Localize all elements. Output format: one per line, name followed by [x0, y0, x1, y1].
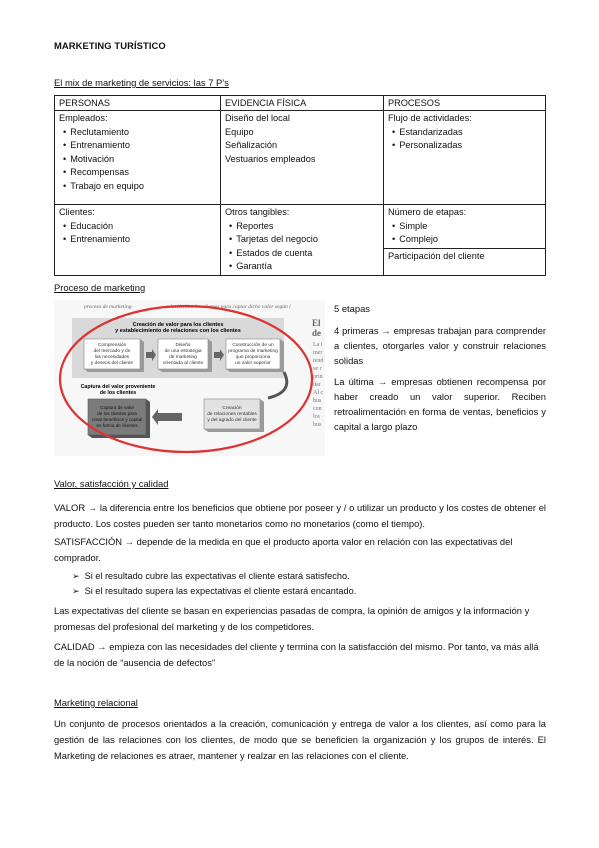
- box-3-line: Construcción de un: [232, 343, 274, 348]
- box-4-line: Captura de valor: [100, 405, 134, 410]
- page-title: MARKETING TURÍSTICO: [54, 40, 166, 51]
- box-3-shadow-bottom: [226, 369, 284, 372]
- header-evidencia: EVIDENCIA FÍSICA: [221, 96, 384, 111]
- cell-otros-tangibles: [221, 205, 384, 276]
- valor-heading: Valor, satisfacción y calidad: [54, 478, 169, 489]
- list-item: [72, 584, 542, 599]
- header-personas: PERSONAS: [55, 96, 221, 111]
- side-letter: mer: [313, 350, 323, 356]
- side-letter: tend: [313, 358, 324, 364]
- list-item: • Educación: [59, 220, 216, 234]
- box-4-shadow: [146, 399, 150, 438]
- box-3-shadow: [280, 339, 284, 372]
- etapas-text: 5 etapas: [334, 303, 370, 314]
- side-letter: Al c: [313, 390, 324, 396]
- flujo-label: Flujo de actividades:: [388, 113, 472, 123]
- cell-etapas: [384, 205, 546, 249]
- side-letter: los: [313, 414, 321, 420]
- box-2-line: de una estrategia: [164, 349, 202, 354]
- side-letter: El: [312, 318, 321, 328]
- side-letter: La i: [313, 342, 323, 348]
- list-item: • Estados de cuenta: [225, 247, 379, 261]
- arrow-bullet-icon: ➢: [72, 571, 80, 581]
- list-item: • Entrenamiento: [59, 233, 216, 247]
- cell-empleados: [55, 111, 221, 205]
- list-item: • Garantía: [225, 260, 379, 274]
- box-4-line: de los clientes para: [97, 411, 137, 416]
- table-header-row: [55, 96, 546, 111]
- clientes-label: Clientes:: [59, 207, 95, 217]
- figure-caption-left: proceso de marketing.: [84, 304, 133, 310]
- box-1-line: del mercado y de: [93, 349, 131, 354]
- box-1-line: las necesidades: [94, 355, 130, 360]
- otros-label: Otros tangibles:: [225, 207, 290, 217]
- box-5-line: Creación: [222, 406, 242, 411]
- list-item: • Personalizadas: [388, 139, 541, 153]
- primeras-text: 4 primeras → empresas trabajan para comprender a clientes, otorgarles valor y construir relaciones solidas: [334, 325, 546, 366]
- back-arrow-icon: [152, 409, 182, 425]
- satisfaccion-list: [72, 569, 542, 599]
- list-item: • Reportes: [225, 220, 379, 234]
- box-4-shadow-bottom: [88, 435, 150, 438]
- list-item: • Simple: [388, 220, 541, 234]
- figure-side-text: [334, 301, 546, 434]
- empleados-label: Empleados:: [59, 113, 108, 123]
- process-diagram: [54, 300, 325, 456]
- cell-clientes: [55, 205, 221, 276]
- box-1-shadow-bottom: [84, 369, 144, 372]
- header-procesos: PROCESOS: [384, 96, 546, 111]
- box-4-line: en forma de clientes: [96, 423, 138, 428]
- bottom-title-1: Captura del valor proveniente: [80, 384, 156, 390]
- cell-flujo: [384, 111, 546, 205]
- table-row: [55, 111, 546, 205]
- box-3-line: un valor superior: [235, 361, 271, 366]
- proceso-heading: Proceso de marketing: [54, 282, 146, 293]
- side-letter: prin: [313, 374, 323, 380]
- side-letter: bus: [313, 422, 322, 428]
- box-3-line: programa de marketing: [228, 349, 278, 354]
- satisfaccion-paragraph: SATISFACCIÓN → depende de la medida en que el producto aporta valor en relación con las expectativas del comprador.: [54, 536, 513, 563]
- etapas-label: Número de etapas:: [388, 207, 467, 217]
- evid-line: Vestuarios empleados: [225, 153, 316, 164]
- box-5-shadow: [260, 399, 264, 432]
- box-2-shadow-bottom: [158, 369, 212, 372]
- table-row: [55, 205, 546, 249]
- expectativas-paragraph: Las expectativas del cliente se basan en experiencias pasadas de compra, la opinión de amigos y la información y promesas del profesional del marketing y de los competidores.: [54, 605, 530, 632]
- valor-paragraph: VALOR → la diferencia entre los beneficios que obtiene por poseer y / o utilizar un producto y los costes de obtener el producto. Los costes pueden ser tanto monetarios como no monetarios (como el tiempo).: [54, 502, 546, 529]
- box-5-shadow-bottom: [204, 429, 264, 432]
- list-item: • Estandarizadas: [388, 126, 541, 140]
- box-1-shadow: [140, 339, 144, 372]
- side-letter: bus: [313, 398, 322, 404]
- box-5-line: y del agrado del cliente: [207, 418, 257, 423]
- arrow-bullet-icon: ➢: [72, 586, 80, 596]
- list-item: • Tarjetas del negocio: [225, 233, 379, 247]
- bottom-title-2: de los clientes: [99, 390, 137, 396]
- box-2-line: Diseño: [175, 343, 191, 348]
- box-5-line: de relaciones rentables: [207, 412, 257, 417]
- evid-line: Señalización: [225, 140, 278, 150]
- top-title-2: y establecimiento de relaciones con los clientes: [115, 328, 241, 334]
- list-item: • Motivación: [59, 153, 216, 167]
- box-2-shadow: [208, 339, 212, 372]
- box-1-line: Comprensión: [97, 343, 127, 348]
- list-item-text: Si el resultado cubre las expectativas el cliente estará satisfecho.: [84, 571, 350, 581]
- side-letter: dar: [313, 382, 321, 388]
- box-3-line: que proporciona: [235, 355, 271, 360]
- cell-participacion: Participación del cliente: [384, 248, 546, 275]
- marketing-process-figure: [54, 300, 325, 456]
- list-item: [72, 569, 542, 584]
- evid-line: Equipo: [225, 126, 254, 137]
- box-4-line: crear beneficios y capital: [91, 417, 143, 422]
- box-2-line: orientada al cliente: [162, 361, 204, 366]
- side-letter: se r: [313, 366, 322, 372]
- side-letter: con: [313, 406, 322, 412]
- list-item-text: Si el resultado supera las expectativas el cliente estará encantado.: [84, 586, 357, 596]
- list-item: • Entrenamiento: [59, 139, 216, 153]
- relacional-heading: Marketing relacional: [54, 697, 138, 708]
- mix-table: [54, 95, 546, 276]
- figure-caption-right: relación con los clientes para captar dicho valor según l: [166, 304, 291, 310]
- side-letter: de: [312, 328, 321, 338]
- relacional-paragraph: Un conjunto de procesos orientados a la creación, comunicación y entrega de valor a los clientes, así como para la gestión de las relaciones con los clientes, de modo que se beneficien la organización y los grupos de interés. El Marketing de relaciones es atraer, mantener y realzar en las relaciones con el cliente.: [54, 718, 546, 761]
- list-item: • Reclutamiento: [59, 126, 216, 140]
- top-title-1: Creación de valor para los clientes: [132, 322, 224, 328]
- calidad-paragraph: CALIDAD → empieza con las necesidades del cliente y termina con la satisfacción del mismo. Por tanto, va más allá de la noción de “ausencia de defectos”: [54, 641, 539, 668]
- evid-line: Diseño del local: [225, 113, 290, 123]
- list-item: • Recompensas: [59, 166, 216, 180]
- cell-evidencia-local: [221, 111, 384, 205]
- list-item: • Trabajo en equipo: [59, 180, 216, 194]
- box-1-line: y deseos del cliente: [90, 361, 134, 366]
- box-2-line: de marketing: [169, 355, 197, 360]
- list-item: • Complejo: [388, 233, 541, 247]
- ultima-text: La última → empresas obtienen recompensa por haber creado un valor superior. Reciben retroalimentación en forma de ventas, beneficios y capital a largo plazo: [334, 376, 546, 432]
- mix-heading: El mix de marketing de servicios: las 7 P’s: [54, 77, 229, 88]
